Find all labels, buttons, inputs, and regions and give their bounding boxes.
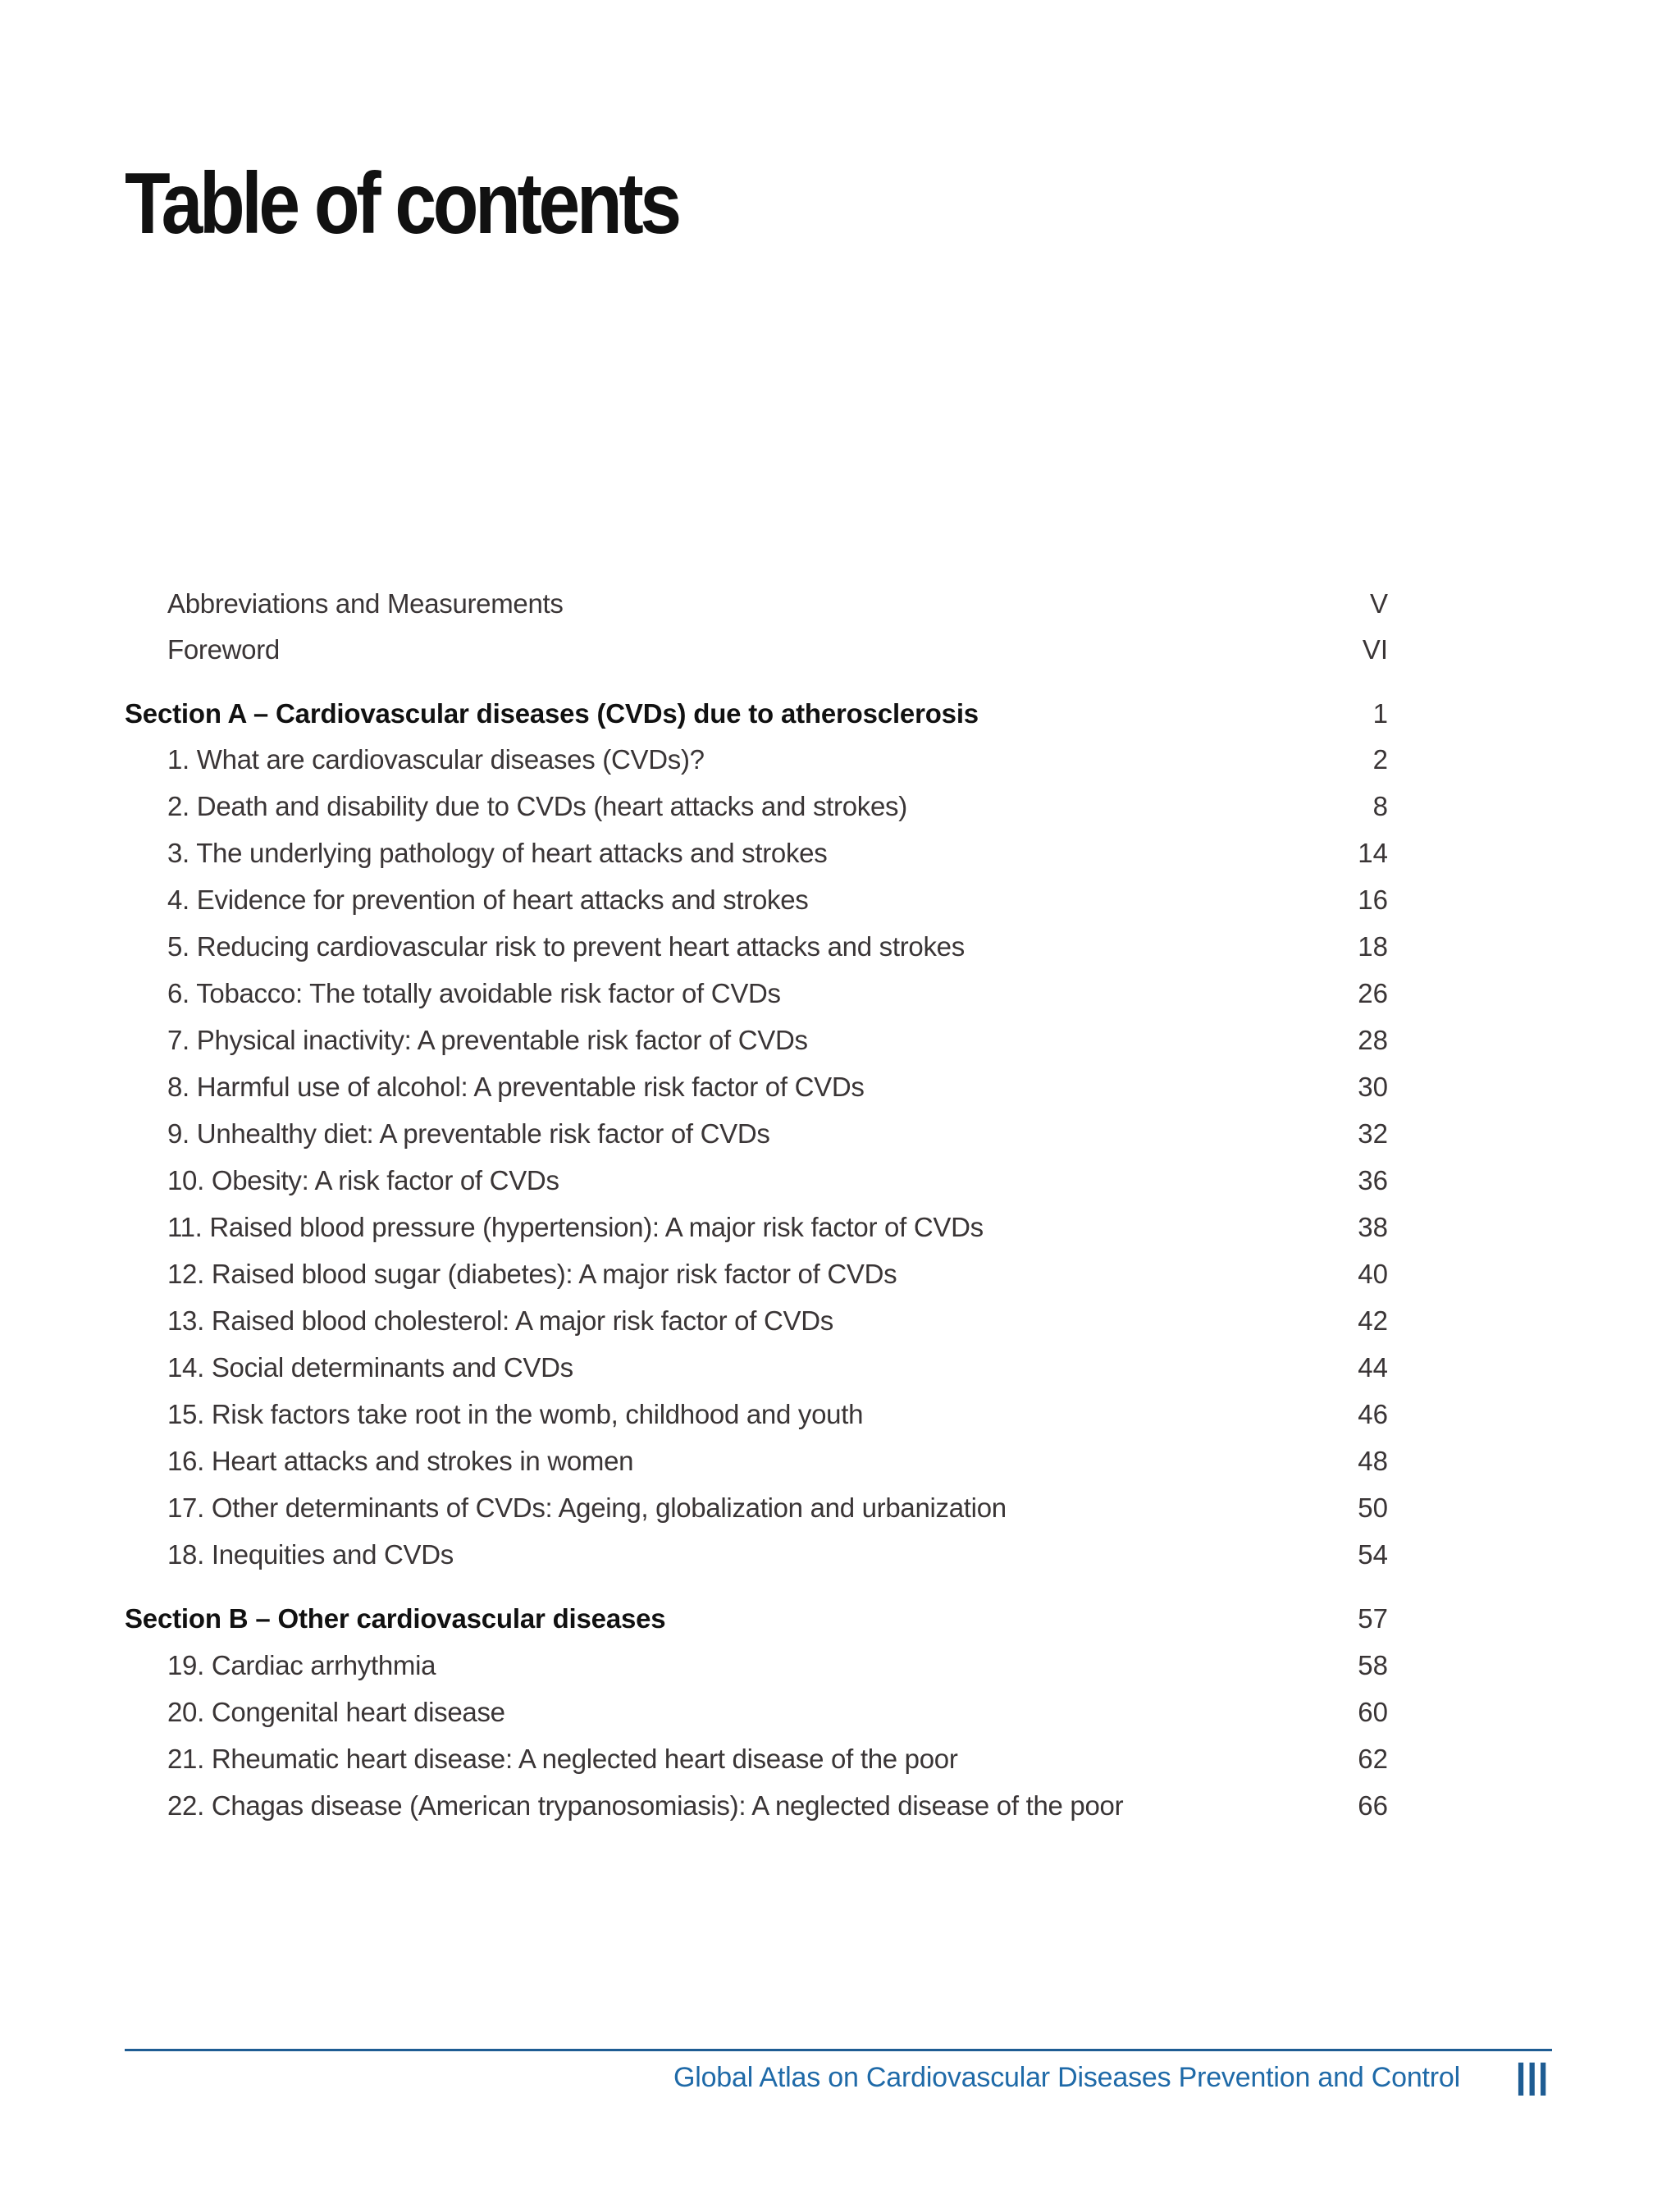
toc-entry-page: 36 [1358, 1165, 1388, 1195]
toc-entry-page: 50 [1358, 1492, 1388, 1523]
section-heading-page: 57 [1358, 1603, 1388, 1634]
toc-entry-chapter-3[interactable] [125, 830, 1388, 876]
toc-entry-label: 5. Reducing cardiovascular risk to prevent heart attacks and strokes [167, 931, 965, 962]
toc-entry-page: 28 [1358, 1025, 1388, 1055]
toc-entry-label: 14. Social determinants and CVDs [167, 1352, 573, 1383]
page-title: Table of contents [125, 155, 678, 252]
section-heading-page: 1 [1372, 698, 1388, 729]
toc-entry-chapter-11[interactable] [125, 1204, 1388, 1250]
toc-entry-label: 4. Evidence for prevention of heart attacks and strokes [167, 885, 809, 915]
toc-entry-chapter-16[interactable] [125, 1438, 1388, 1484]
toc-entry-label: 1. What are cardiovascular diseases (CVDs)? [167, 744, 705, 775]
footer-publication-title: Global Atlas on Cardiovascular Diseases Prevention and Control [673, 2062, 1460, 2093]
toc-entry-chapter-8[interactable] [125, 1064, 1388, 1110]
footer-page-number: III [1516, 2053, 1550, 2106]
toc-entry-page: 62 [1358, 1744, 1388, 1774]
toc-entry-label: 22. Chagas disease (American trypanosomiasis): A neglected disease of the poor [167, 1790, 1124, 1821]
toc-entry-page: 8 [1372, 791, 1388, 821]
toc-entry-label: Foreword [167, 634, 280, 665]
toc-entry-chapter-13[interactable] [125, 1298, 1388, 1344]
toc-entry-chapter-2[interactable] [125, 784, 1388, 830]
toc-entry-page: 14 [1358, 838, 1388, 868]
toc-entry-page: 44 [1358, 1352, 1388, 1383]
toc-entry-chapter-14[interactable] [125, 1345, 1388, 1391]
toc-entry-chapter-10[interactable] [125, 1158, 1388, 1204]
toc-entry-label: 17. Other determinants of CVDs: Ageing, globalization and urbanization [167, 1492, 1007, 1523]
toc-entry-label: Abbreviations and Measurements [167, 588, 564, 619]
toc-section-b-heading[interactable] [125, 1596, 1388, 1642]
toc-entry-chapter-20[interactable] [125, 1689, 1388, 1735]
toc-entry-chapter-21[interactable] [125, 1736, 1388, 1782]
toc-entry-label: 6. Tobacco: The totally avoidable risk factor of CVDs [167, 978, 781, 1008]
toc-entry-label: 11. Raised blood pressure (hypertension): A major risk factor of CVDs [167, 1212, 984, 1242]
toc-entry-page: 40 [1358, 1259, 1388, 1289]
toc-entry-page: 48 [1358, 1446, 1388, 1476]
toc-entry-page: 46 [1358, 1399, 1388, 1429]
toc-entry-label: 20. Congenital heart disease [167, 1697, 505, 1727]
toc-entry-label: 9. Unhealthy diet: A preventable risk factor of CVDs [167, 1118, 770, 1149]
toc-entry-page: 26 [1358, 978, 1388, 1008]
toc-entry-page: 30 [1358, 1072, 1388, 1102]
toc-entry-label: 7. Physical inactivity: A preventable risk factor of CVDs [167, 1025, 808, 1055]
toc-entry-label: 13. Raised blood cholesterol: A major risk factor of CVDs [167, 1305, 833, 1336]
toc-entry-label: 10. Obesity: A risk factor of CVDs [167, 1165, 559, 1195]
toc-entry-label: 15. Risk factors take root in the womb, childhood and youth [167, 1399, 864, 1429]
toc-entry-chapter-5[interactable] [125, 924, 1388, 970]
toc-entry-foreword[interactable] [125, 627, 1388, 673]
toc-entry-chapter-18[interactable] [125, 1532, 1388, 1578]
toc-entry-page: 2 [1372, 744, 1388, 775]
toc-entry-page: 42 [1358, 1305, 1388, 1336]
toc-entry-page: 54 [1358, 1539, 1388, 1570]
toc-entry-page: 32 [1358, 1118, 1388, 1149]
toc-entry-page: 66 [1358, 1790, 1388, 1821]
toc-entry-label: 21. Rheumatic heart disease: A neglected heart disease of the poor [167, 1744, 958, 1774]
toc-entry-chapter-12[interactable] [125, 1251, 1388, 1297]
toc-entry-page: 38 [1358, 1212, 1388, 1242]
toc-entry-chapter-1[interactable] [125, 737, 1388, 783]
toc-entry-page: 18 [1358, 931, 1388, 962]
toc-entry-page: V [1369, 588, 1388, 619]
toc-entry-chapter-15[interactable] [125, 1392, 1388, 1438]
toc-entry-chapter-19[interactable] [125, 1643, 1388, 1689]
toc-entry-label: 2. Death and disability due to CVDs (heart attacks and strokes) [167, 791, 907, 821]
toc-entry-page: 16 [1358, 885, 1388, 915]
toc-entry-label: 18. Inequities and CVDs [167, 1539, 454, 1570]
toc-entry-chapter-6[interactable] [125, 971, 1388, 1017]
toc-entry-page: 58 [1358, 1650, 1388, 1680]
toc-entry-label: 12. Raised blood sugar (diabetes): A major risk factor of CVDs [167, 1259, 897, 1289]
toc-entry-chapter-4[interactable] [125, 877, 1388, 923]
toc-entry-page: 60 [1358, 1697, 1388, 1727]
toc-entry-chapter-7[interactable] [125, 1017, 1388, 1063]
toc-entry-label: 8. Harmful use of alcohol: A preventable risk factor of CVDs [167, 1072, 865, 1102]
section-heading-label: Section A – Cardiovascular diseases (CVDs) due to atherosclerosis [125, 698, 979, 729]
toc-entry-chapter-17[interactable] [125, 1485, 1388, 1531]
toc-entry-label: 16. Heart attacks and strokes in women [167, 1446, 634, 1476]
toc-entry-chapter-22[interactable] [125, 1783, 1388, 1829]
toc-section-a-heading[interactable] [125, 691, 1388, 737]
toc-entry-page: VI [1362, 634, 1388, 665]
toc-entry-label: 3. The underlying pathology of heart attacks and strokes [167, 838, 828, 868]
toc-entry-chapter-9[interactable] [125, 1111, 1388, 1157]
footer-divider [125, 2049, 1552, 2051]
toc-entry-label: 19. Cardiac arrhythmia [167, 1650, 436, 1680]
toc-entry-abbreviations[interactable] [125, 581, 1388, 627]
section-heading-label: Section B – Other cardiovascular diseases [125, 1603, 666, 1634]
